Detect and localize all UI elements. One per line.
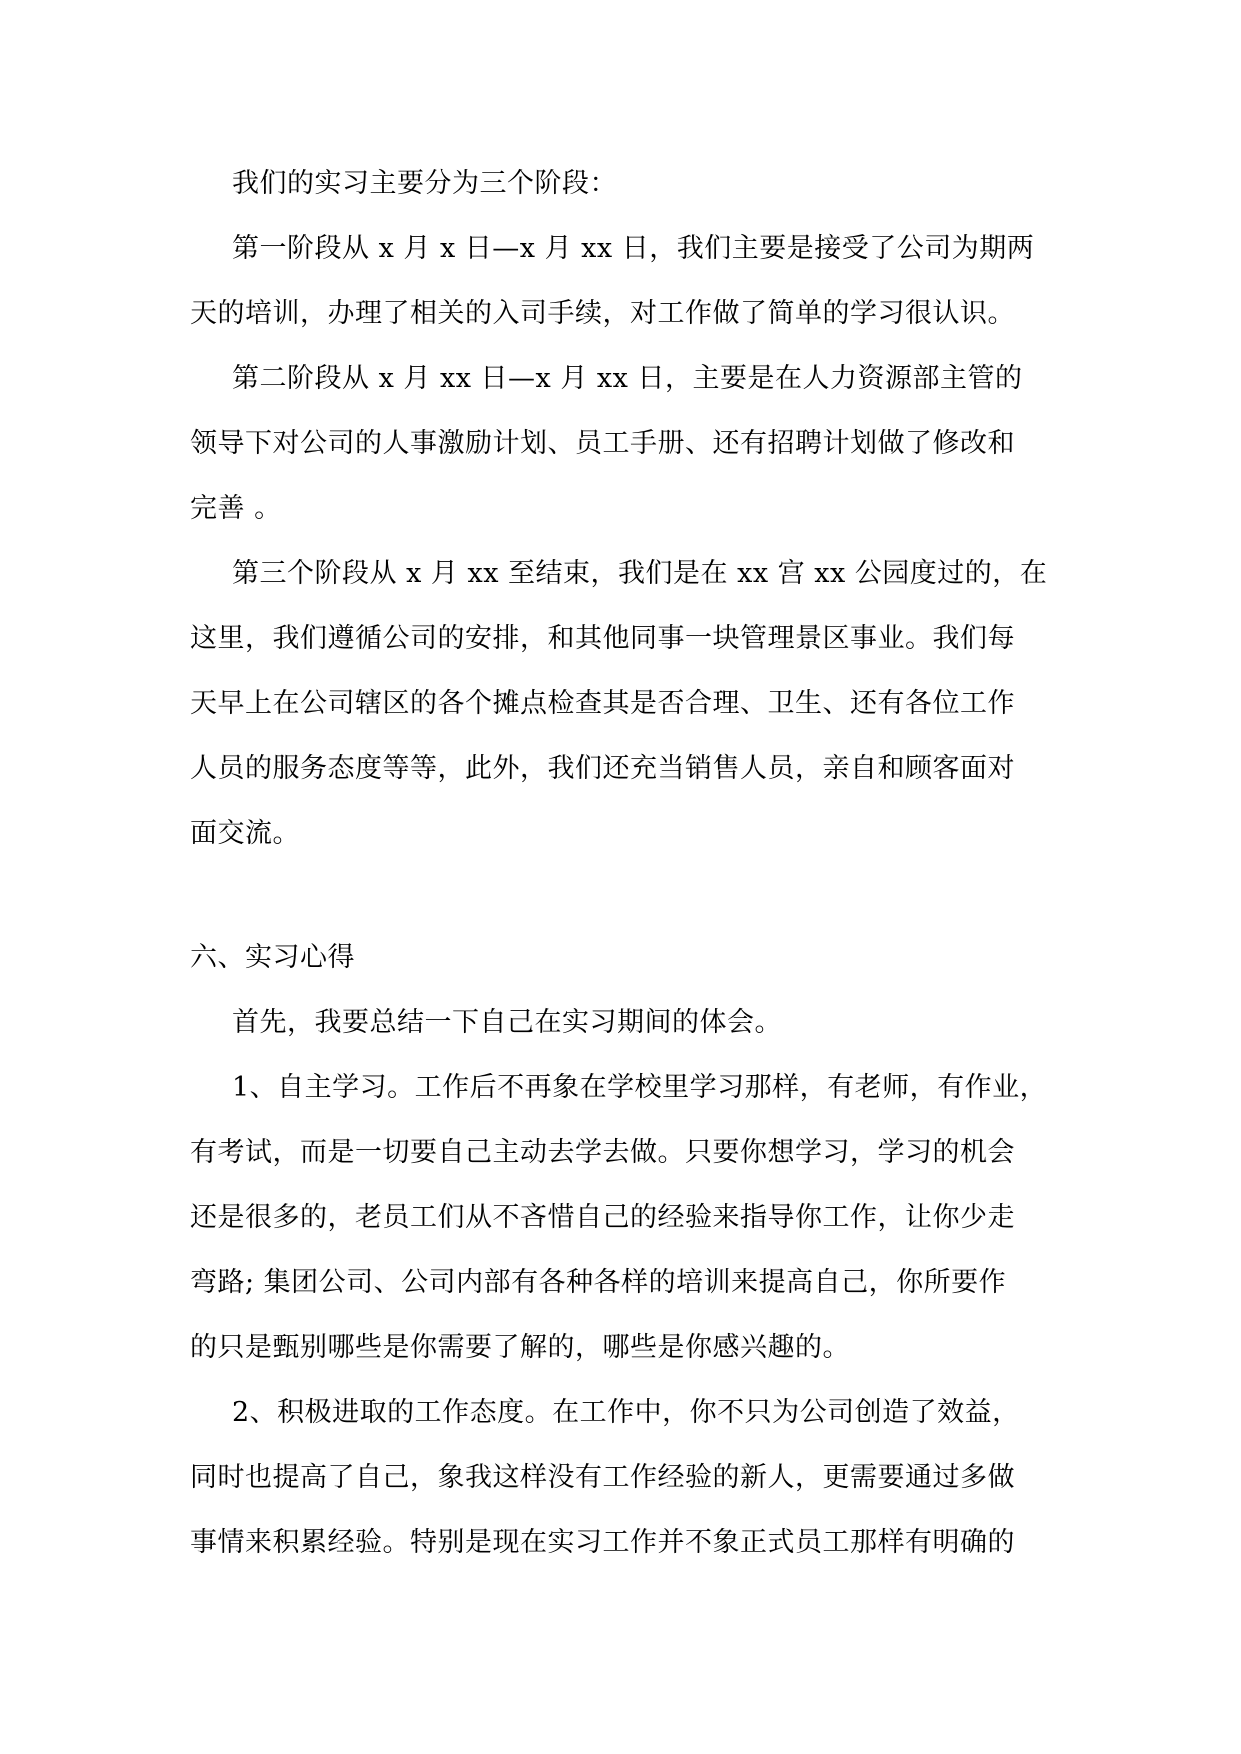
paragraph-line: 人员的服务态度等等，此外，我们还充当销售人员，亲自和顾客面对 (190, 753, 1015, 784)
paragraph-line: 天的培训，办理了相关的入司手续，对工作做了简单的学习很认识。 (190, 298, 1015, 329)
paragraph-line: 有考试，而是一切要自己主动去学去做。只要你想学习，学习的机会 (190, 1137, 1015, 1168)
section-heading: 六、实习心得 (190, 942, 355, 973)
paragraph-line: 第二阶段从 x 月 xx 日—x 月 xx 日，主要是在人力资源部主管的 (232, 363, 1023, 394)
paragraph-line: 第一阶段从 x 月 x 日—x 月 xx 日，我们主要是接受了公司为期两 (232, 233, 1035, 264)
paragraph-line: 领导下对公司的人事激励计划、员工手册、还有招聘计划做了修改和 (190, 428, 1015, 459)
paragraph-line: 事情来积累经验。特别是现在实习工作并不象正式员工那样有明确的 (190, 1527, 1015, 1558)
paragraph-line: 2、积极进取的工作态度。在工作中，你不只为公司创造了效益， (232, 1397, 1020, 1428)
paragraph-line: 这里，我们遵循公司的安排，和其他同事一块管理景区事业。我们每 (190, 623, 1015, 654)
paragraph-line: 首先，我要总结一下自己在实习期间的体会。 (232, 1007, 782, 1038)
paragraph-line: 完善 。 (190, 493, 282, 524)
paragraph-line: 面交流。 (190, 818, 300, 849)
paragraph-line: 还是很多的，老员工们从不吝惜自己的经验来指导你工作，让你少走 (190, 1202, 1015, 1233)
paragraph-line: 的只是甄别哪些是你需要了解的，哪些是你感兴趣的。 (190, 1332, 850, 1363)
paragraph-line: 弯路; 集团公司、公司内部有各种各样的培训来提高自己，你所要作 (190, 1267, 1007, 1298)
paragraph-line: 天早上在公司辖区的各个摊点检查其是否合理、卫生、还有各位工作 (190, 688, 1015, 719)
paragraph-line: 1、自主学习。工作后不再象在学校里学习那样，有老师，有作业， (232, 1072, 1048, 1103)
paragraph-line: 第三个阶段从 x 月 xx 至结束，我们是在 xx 宫 xx 公园度过的，在 (232, 558, 1048, 589)
paragraph-line: 同时也提高了自己，象我这样没有工作经验的新人，更需要通过多做 (190, 1462, 1015, 1493)
paragraph-line: 我们的实习主要分为三个阶段： (232, 168, 617, 199)
